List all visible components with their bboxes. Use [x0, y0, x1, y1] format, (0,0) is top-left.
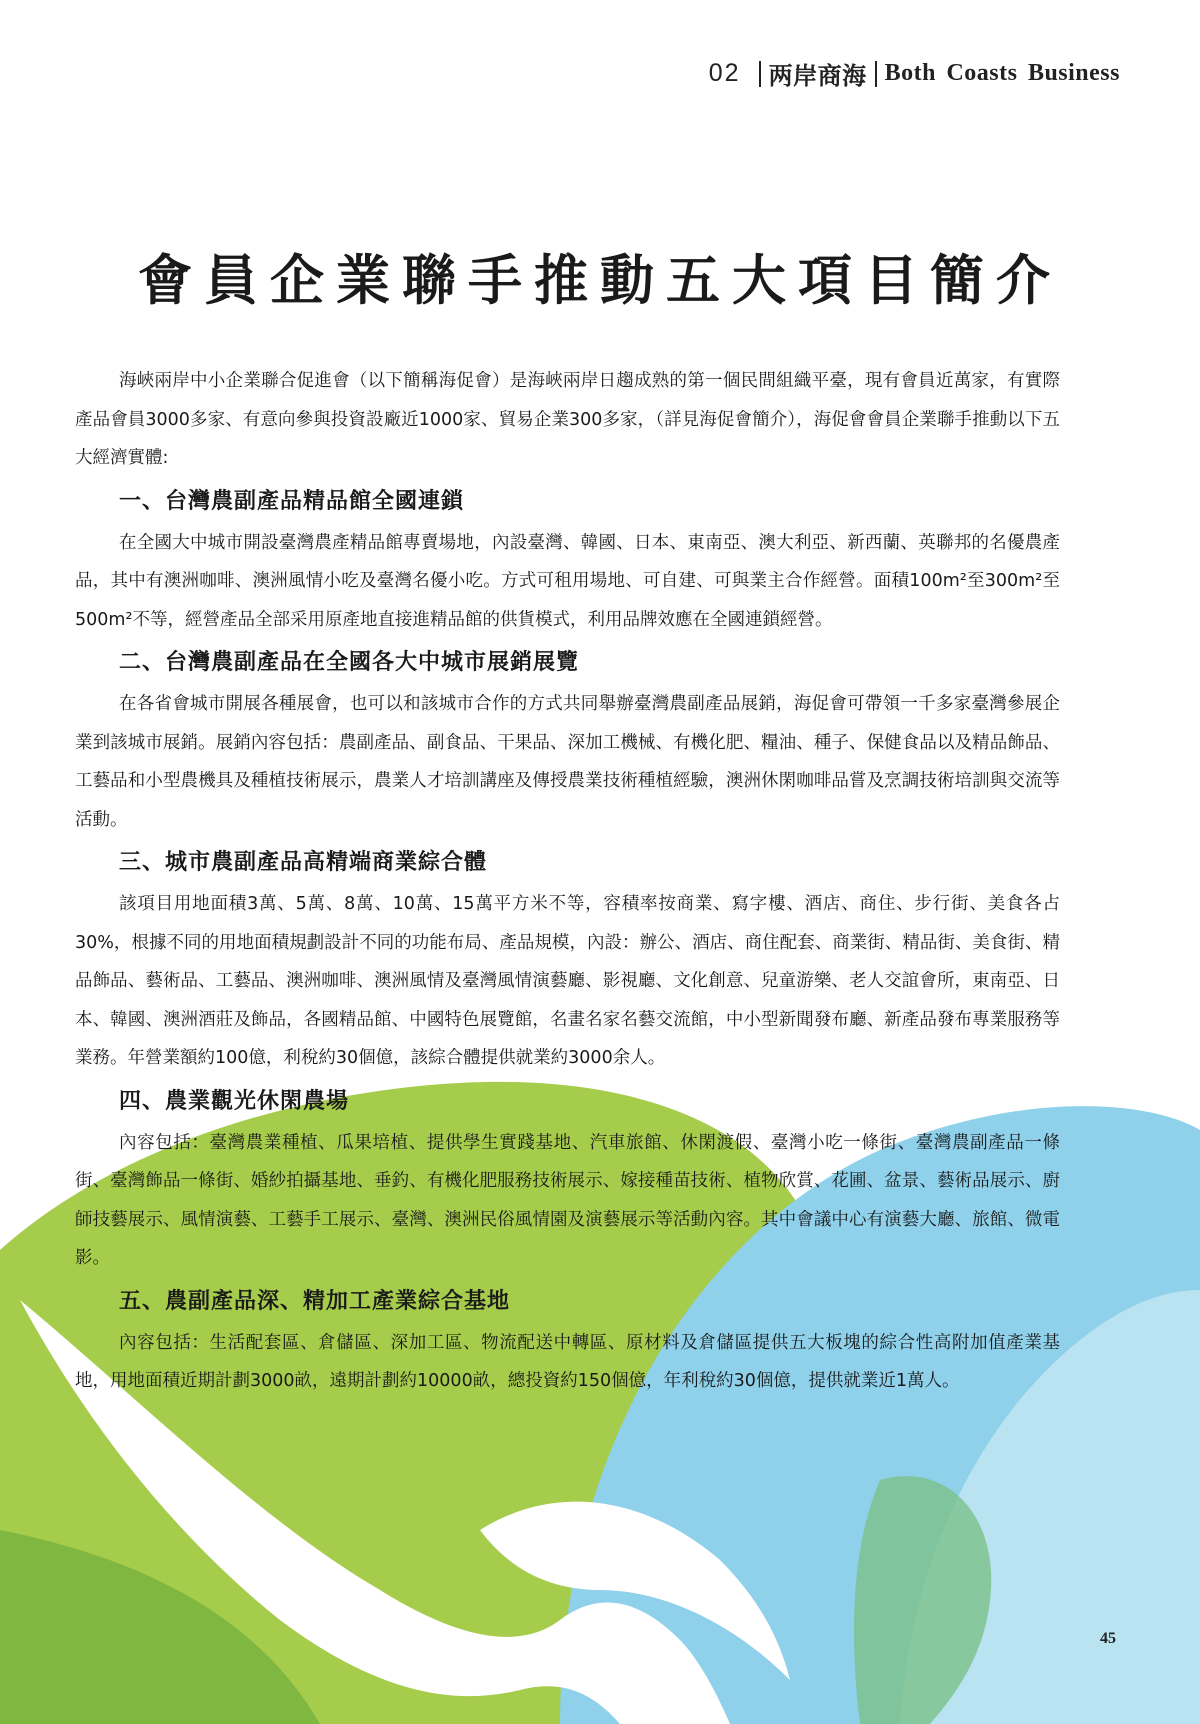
- page-title: 會員企業聯手推動五大項目簡介: [138, 248, 1062, 312]
- page-number: 45: [1100, 1630, 1116, 1647]
- header-divider: [875, 61, 877, 87]
- section-paragraph: 在各省會城市開展各種展會，也可以和該城市合作的方式共同舉辦臺灣農副產品展銷，海促會可帶領一千多家臺灣參展企業到該城市展銷。展銷內容包括：農副產品、副食品、干果品、深加工機械、有機化肥、糧油、種子、保健食品以及精品飾品、工藝品和小型農機具及種植技術展示，農業人才培訓講座及傳授農業技術種植經驗，澳洲休閑咖啡品嘗及烹調技術培訓與交流等活動。: [75, 694, 1060, 830]
- section-heading: 一、台灣農副產品精品館全國連鎖: [119, 487, 465, 514]
- article-body: [75, 362, 1060, 1401]
- section-paragraph: 該項目用地面積3萬、5萬、8萬、10萬、15萬平方米不等，容積率按商業、寫字樓、酒店、商住、步行街、美食各占30%，根據不同的用地面積規劃設計不同的功能布局、產品規模，內設：辦公、酒店、商住配套、商業街、精品街、美食街、精品飾品、藝術品、工藝品、澳洲咖啡、澳洲風情及臺灣風情演藝廳、影視廳、文化創意、兒童游樂、老人交誼會所，東南亞、日本、韓國、澳洲酒莊及飾品，各國精品館、中國特色展覽館，名畫名家名藝交流館，中小型新聞發布廳、新產品發布專業服務等業務。年營業額約100億，利稅約30個億，該綜合體提供就業約3000余人。: [75, 894, 1060, 1068]
- intro-paragraph: 海峽兩岸中小企業聯合促進會（以下簡稱海促會）是海峽兩岸日趨成熟的第一個民間組織平臺，現有會員近萬家，有實際產品會員3000多家、有意向參與投資設廠近1000家、貿易企業300多家，（詳見海促會簡介），海促會會員企業聯手推動以下五大經濟實體:: [75, 371, 1060, 468]
- section-heading: 三、城市農副產品高精端商業綜合體: [119, 849, 488, 875]
- header-divider: [759, 61, 761, 87]
- section-title-en: Both Coasts Business: [884, 60, 1120, 86]
- section-heading: 四、農業觀光休閑農場: [119, 1087, 350, 1114]
- section-number: 02: [708, 59, 741, 87]
- section-paragraph: 在全國大中城市開設臺灣農產精品館專賣場地，內設臺灣、韓國、日本、東南亞、澳大利亞、新西蘭、英聯邦的名優農產品，其中有澳洲咖啡、澳洲風情小吃及臺灣名優小吃。方式可租用場地、可自建、可與業主合作經營。面積100m²至300m²至500m²不等，經營產品全部采用原產地直接進精品館的供貨模式，利用品牌效應在全國連鎖經營。: [75, 532, 1060, 630]
- section-heading: 五、農副產品深、精加工產業綜合基地: [119, 1287, 511, 1314]
- running-header: [709, 56, 1120, 91]
- section-paragraph: 內容包括：生活配套區、倉儲區、深加工區、物流配送中轉區、原材料及倉儲區提供五大板塊的綜合性高附加值產業基地，用地面積近期計劃3000畝，遠期計劃約10000畝，總投資約150個億，年利稅約30個億，提供就業近1萬人。: [75, 1332, 1060, 1391]
- section-heading: 二、台灣農副產品在全國各大中城市展銷展覽: [119, 649, 580, 675]
- section-paragraph: 內容包括：臺灣農業種植、瓜果培植、提供學生實踐基地、汽車旅館、休閑渡假、臺灣小吃一條街、臺灣農副產品一條街、臺灣飾品一條街、婚紗拍攝基地、垂釣、有機化肥服務技術展示、嫁接種苗技術、植物欣賞、花圃、盆景、藝術品展示、廚師技藝展示、風情演藝、工藝手工展示、臺灣、澳洲民俗風情園及演藝展示等活動內容。其中會議中心有演藝大廳、旅館、微電影。: [75, 1132, 1060, 1268]
- section-title-zh: 两岸商海: [768, 64, 867, 90]
